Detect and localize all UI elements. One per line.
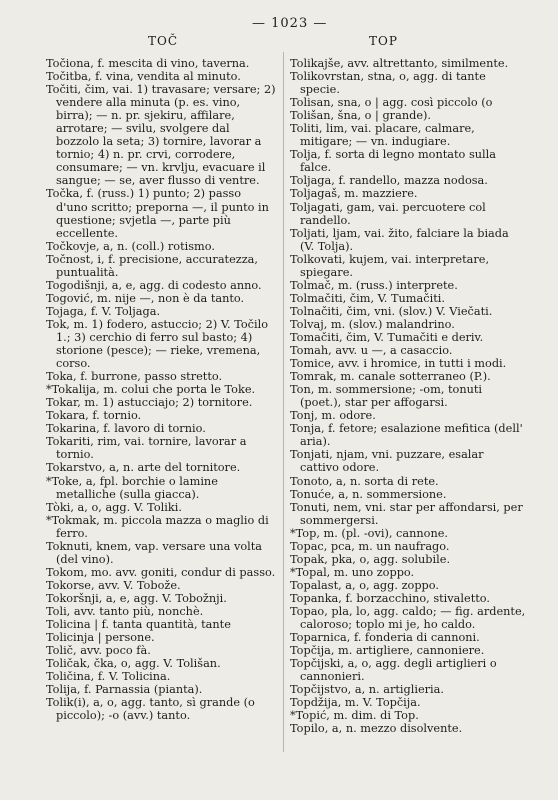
dictionary-entry: Tolik(i), a, o, agg. tanto, sì grande (o piccolo); -o (avv.) tanto. [46,696,255,723]
page-number: — 1023 — [252,16,328,31]
column-divider [283,52,284,752]
dictionary-entry: *Toke, a, fpl. borchie o lamine metalliche (sulla giacca). [46,474,218,501]
dictionary-entry: *Topal, m. uno zoppo. [290,565,415,579]
page-header [0,14,558,48]
dictionary-entry: Točiona, f. mescita di vino, taverna. [46,57,250,70]
dictionary-entry: Topilo, a, n. mezzo disolvente. [290,722,463,736]
dictionary-entry: Toka, f. burrone, passo stretto. [46,370,223,384]
dictionary-entry: Tonuti, nem, vni. star per affondarsi, per sommergersi. [290,500,523,527]
dictionary-entry: Tokarstvo, a, n. arte del tornitore. [46,461,241,475]
dictionary-entry: Tokara, f. tornio. [46,409,142,423]
dictionary-entry: Tolmačiti, čim, V. Tumačiti. [290,291,445,305]
dictionary-entry: Tojaga, f. V. Toljaga. [46,304,161,318]
dictionary-entry: Toknuti, knem, vap. versare una volta (del vino). [46,539,263,566]
dictionary-entry: Tolnačiti, čim, vni. (slov.) V. Viečati. [290,304,493,318]
dictionary-entry: Tolič, avv. poco fà. [46,644,151,658]
dictionary-entry: Toli, avv. tanto più, nonchè. [46,604,204,618]
dictionary-entry: Tomice, avv. i hromice, in tutti i modi. [290,357,507,371]
dictionary-entry: Topdžija, m. V. Topčija. [290,696,421,710]
dictionary-entry: Točka, f. (russ.) 1) punto; 2) passo d'uno scritto; preporna —, il punto in questione; svjetla —, parte più eccellente. [46,187,269,240]
dictionary-entry: Točkovje, a, n. (coll.) rotismo. [46,239,215,253]
dictionary-entry: *Tokmak, m. piccola mazza o maglio di ferro. [46,513,269,540]
dictionary-entry: Topak, pka, o, agg. solubile. [290,552,451,566]
dictionary-entry: Tolicina | f. tanta quantità, tante [46,618,231,632]
dictionary-entry: Tolkovati, kujem, vai. interpretare, spiegare. [290,252,490,279]
dictionary-entry: Tokom, mo. avv. goniti, condur di passo. [46,565,276,579]
dictionary-entry: Tomačiti, čim, V. Tumačiti e deriv. [290,330,484,344]
dictionary-entry: Tokarina, f. lavoro di tornio. [46,422,206,436]
dictionary-entry: Togodišnji, a, e, agg. di codesto anno. [46,278,262,292]
right-running-head: TOP [369,34,398,48]
dictionary-entry: Topao, pla, lo, agg. caldo; — fig. ardente, caloroso; toplo mi je, ho caldo. [290,604,526,632]
dictionary-entry: Togović, m. nije —, non è da tanto. [46,291,245,305]
dictionary-entry: Tolišan, šna, o | grande). [290,109,432,123]
dictionary-entry: Tokorse, avv. V. Tobože. [46,578,181,592]
dictionary-entry: Tonj, m. odore. [290,409,376,423]
dictionary-entry: Toljaga, f. randello, mazza nodosa. [290,174,488,188]
dictionary-entry: Toparnica, f. fonderia di cannoni. [290,631,480,645]
dictionary-entry: Tok, m. 1) fodero, astuccio; 2) V. Točilo 1.; 3) cerchio di ferro sul basto; 4) storione (pesce); — rieke, vremena, corso. [46,317,269,371]
dictionary-entry: Tokar, m. 1) astucciajo; 2) tornitore. [46,396,253,410]
dictionary-entry: Tokariti, rim, vai. tornire, lavorar a tornio. [46,435,247,462]
dictionary-entry: Topalast, a, o, agg. zoppo. [290,578,439,592]
left-running-head: TOČ [148,34,179,48]
dictionary-entry: Tolvaj, m. (slov.) malandrino. [290,317,455,331]
dictionary-entry: Topčijstvo, a, n. artiglieria. [290,683,444,697]
left-column [46,57,276,722]
dictionary-entry: Tolija, f. Parnassia (pianta). [46,683,203,697]
right-column [290,57,526,735]
dictionary-entry: Tonuće, a, n. sommersione. [290,487,447,501]
dictionary-entry: Tolicinja | persone. [46,631,155,645]
dictionary-entry: *Topić, m. dim. di Top. [290,709,419,723]
dictionary-entry: *Top, m. (pl. -ovi), cannone. [290,526,449,540]
dictionary-entry: Toljagaš, m. mazziere. [290,187,418,201]
dictionary-entry: Ton, m. sommersione; -om, tonuti (poet.), star per affogarsi. [290,383,483,410]
dictionary-entry: Topčijski, a, o, agg. degli artiglieri o cannonieri. [290,657,497,684]
dictionary-entry: Tomrak, m. canale sotterraneo (P.). [290,370,491,384]
dictionary-entry: Topac, pca, m. un naufrago. [290,539,450,553]
dictionary-entry: Tomah, avv. u —, a casaccio. [290,344,453,358]
dictionary-entry: Toličina, f. V. Tolicina. [46,670,171,684]
dictionary-entry: Topanka, f. borzacchino, stivaletto. [290,591,490,605]
dictionary-entry: Toljati, ljam, vai. žito, falciare la biada (V. Tolja). [290,226,509,253]
dictionary-entry: Tolmač, m. (russ.) interprete. [290,278,458,292]
dictionary-entry: Toliti, lim, vai. placare, calmare, mitigare; — vn. indugiare. [290,122,475,149]
dictionary-entry: Tolikajše, avv. altrettanto, similmente. [290,57,509,70]
dictionary-entry: Tonja, f. fetore; esalazione mefitica (dell' aria). [290,422,523,449]
dictionary-entry: Točiti, čim, vai. 1) travasare; versare; 2) vendere alla minuta (p. es. vino, birra); — n. pr. sjekiru, affilare, arrotare; — svilu, svolgere dal bozzolo la seta; 3) tornire, lavorar a tornio; 4) n. pr. crvi, corrodere, consumare; — vn. krvlju, evacuare il sangue; — se, aver flusso di ventre. [46,83,276,188]
dictionary-entry: Tolja, f. sorta di legno montato sulla falce. [290,148,496,175]
dictionary-entry: Točitba, f. vina, vendita al minuto. [46,70,241,84]
dictionary-entry: Toličak, čka, o, agg. V. Tolišan. [46,657,221,671]
dictionary-entry: Topčija, m. artigliere, cannoniere. [290,644,485,658]
dictionary-entry: Tonoto, a, n. sorta di rete. [290,474,439,488]
dictionary-entry: Tonjati, njam, vni. puzzare, esalar cattivo odore. [290,448,484,475]
dictionary-entry: Točnost, i, f. precisione, accuratezza, puntualità. [46,252,259,279]
dictionary-entry: Tokoršnji, a, e, agg. V. Tobožnji. [46,591,227,605]
dictionary-entry: *Tokalija, m. colui che porta le Toke. [46,383,256,397]
dictionary-entry: Toljagati, gam, vai. percuotere col randello. [290,200,486,227]
dictionary-entry: Tolikovrstan, stna, o, agg. di tante specie. [290,70,486,97]
dictionary-entry: Tolisan, sna, o | agg. così piccolo (o [290,96,493,110]
dictionary-entry: Tòki, a, o, agg. V. Toliki. [46,500,182,514]
